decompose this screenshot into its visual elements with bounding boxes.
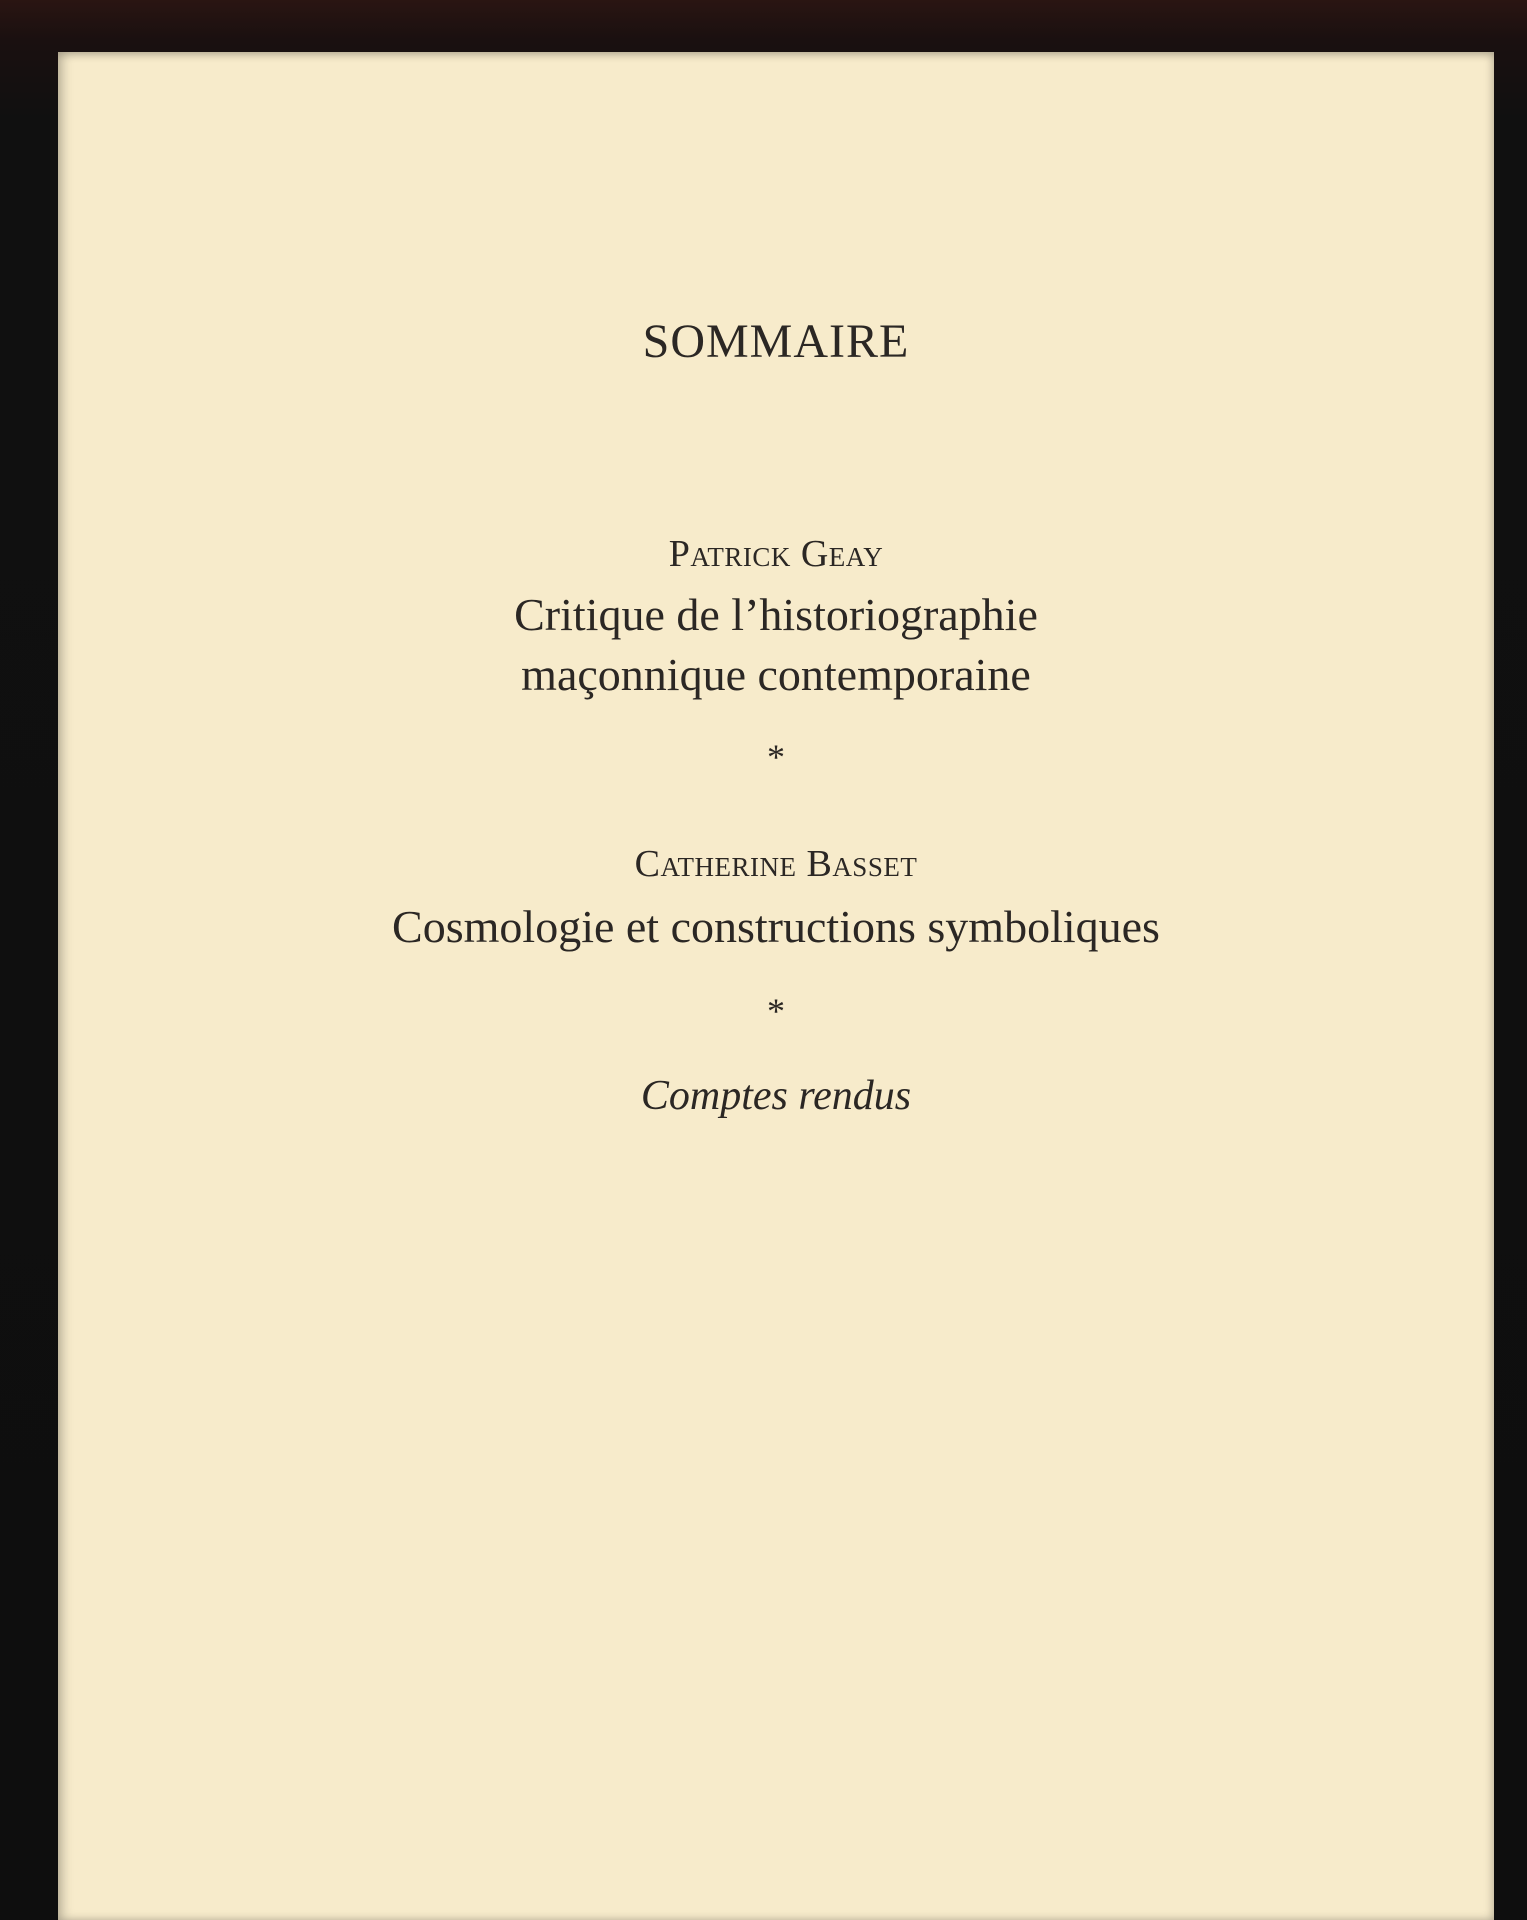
reviews-section-label: Comptes rendus — [640, 1073, 912, 1119]
entry-author: Catherine Basset — [634, 843, 918, 885]
page-heading: SOMMAIRE — [642, 315, 910, 368]
entry-author: Patrick Geay — [668, 533, 884, 575]
separator-asterisk: * — [767, 991, 785, 1031]
entry-title-line: Critique de l’historiographie — [514, 589, 1038, 640]
book-page — [58, 52, 1494, 1920]
separator-asterisk: * — [767, 737, 785, 777]
entry-title-line: Cosmologie et constructions symboliques — [392, 901, 1160, 952]
entry-title-line: maçonnique contemporaine — [521, 649, 1031, 700]
